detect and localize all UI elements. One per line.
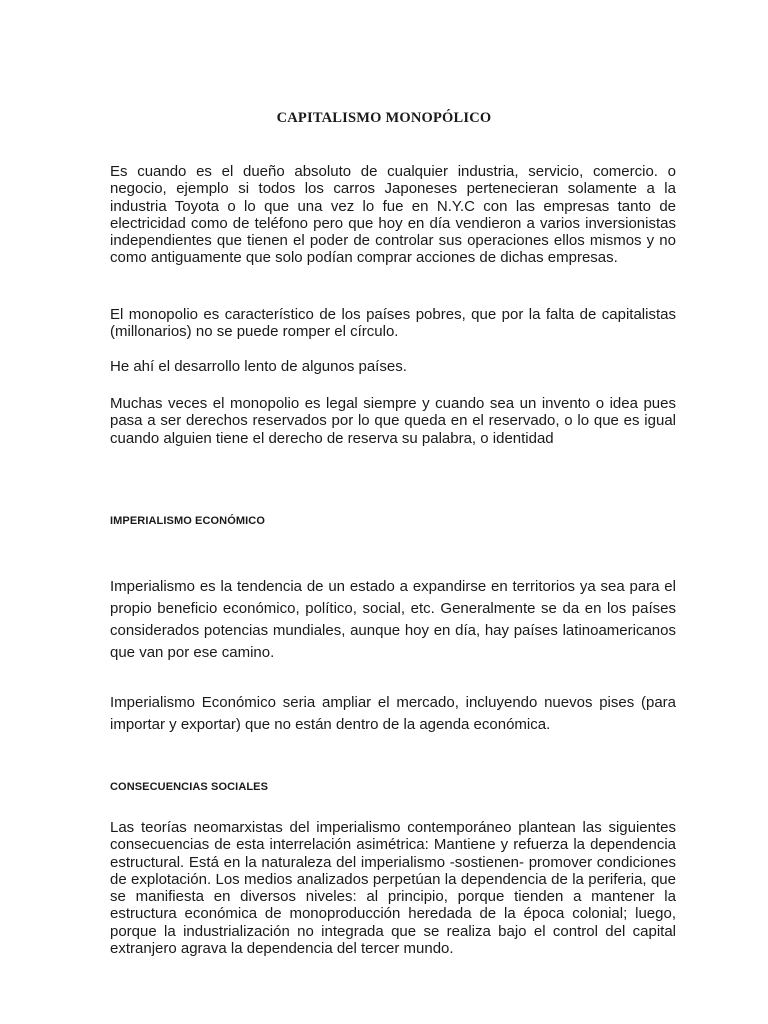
paragraph-legal-monopoly: Muchas veces el monopolio es legal siempre y cuando sea un invento o idea pues pasa a ser derechos reservados por lo que queda en el reservado, o lo que es igual cuando alguien tiene el derecho de reserva su palabra, o identidad xyxy=(110,395,676,447)
paragraph-slow-development: He ahí el desarrollo lento de algunos países. xyxy=(110,358,407,375)
document-title: CAPITALISMO MONOPÓLICO xyxy=(276,110,492,126)
paragraph-neomarxist-theories: Las teorías neomarxistas del imperialismo contemporáneo plantean las siguientes consecuencias de esta interrelación asimétrica: Mantiene y refuerza la dependencia estructural. Está en la naturaleza del imperialismo -sostienen- promover condiciones de explotación. Los medios analizados perpetúan la dependencia de la periferia, que se manifiesta en diversos niveles: al principio, porque tienden a mantener la estructura económica de monoproducción heredada de la época colonial; luego, porque la industrialización no integrada que se realiza bajo el control del capital extranjero agrava la dependencia del tercer mundo. xyxy=(110,819,676,958)
paragraph-poor-countries: El monopolio es característico de los países pobres, que por la falta de capitalistas (millonarios) no se puede romper el círculo. xyxy=(110,306,676,341)
paragraph-definition: Es cuando es el dueño absoluto de cualquier industria, servicio, comercio. o negocio, ejemplo si todos los carros Japoneses pertenecieran solamente a la industria Toyota o lo que una vez lo fue en N.Y.C con las empresas tanto de electricidad como de teléfono pero que hoy en día vendieron a varios inversionistas independientes que tienen el poder de controlar sus operaciones ellos mismos y no como antiguamente que solo podían comprar acciones de dichas empresas. xyxy=(110,163,676,267)
paragraph-imperialism-definition: Imperialismo es la tendencia de un estado a expandirse en territorios ya sea para el propio beneficio económico, político, social, etc. Generalmente se da en los países considerados potencias mundiales, aunque hoy en día, hay países latinoamericanos que van por ese camino. xyxy=(110,578,676,661)
paragraph-economic-imperialism: Imperialismo Económico seria ampliar el mercado, incluyendo nuevos pises (para importar y exportar) que no están dentro de la agenda económica. xyxy=(110,694,676,733)
heading-imperialismo-economico: IMPERIALISMO ECONÓMICO xyxy=(110,515,265,527)
heading-consecuencias-sociales: CONSECUENCIAS SOCIALES xyxy=(110,781,269,793)
